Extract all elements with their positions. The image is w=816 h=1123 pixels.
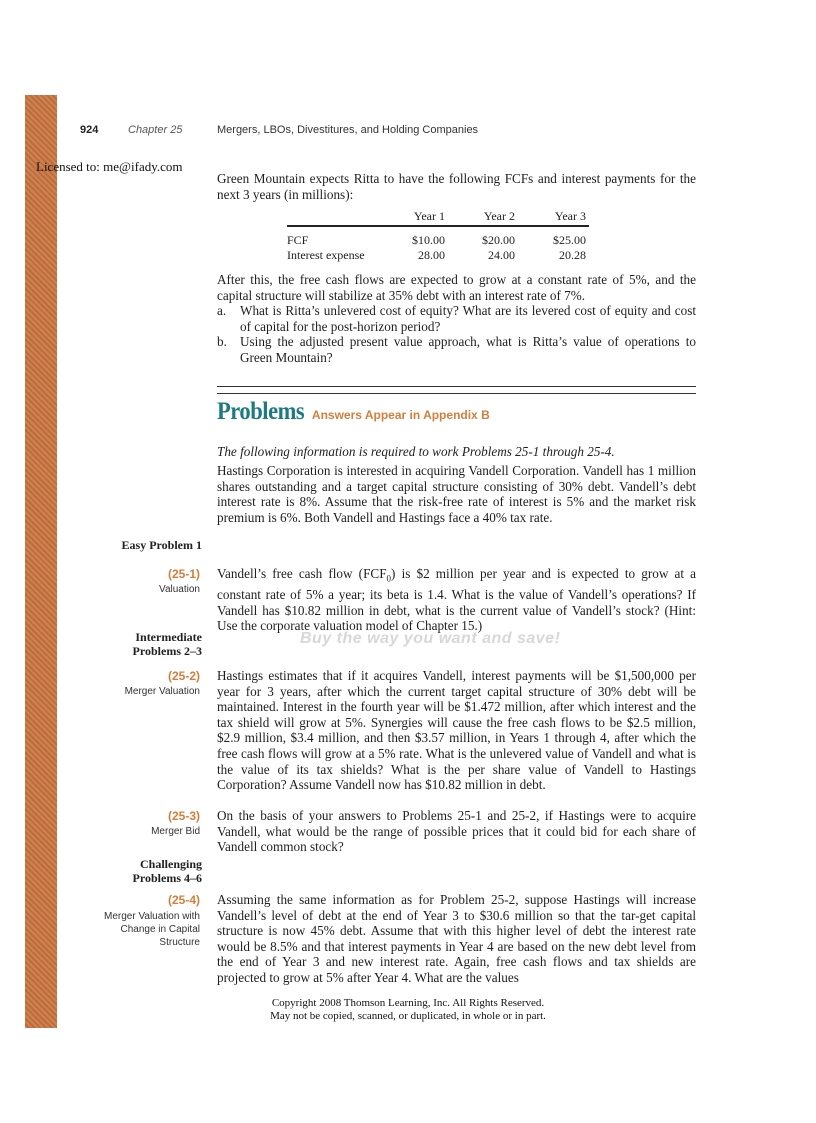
question-b [217, 334, 696, 365]
problem-label: Valuation [159, 584, 200, 595]
problem-text-part: Vandell’s free cash flow (FCF [217, 566, 387, 581]
problems-intro-paragraph: Hastings Corporation is interested in acquiring Vandell Corporation. Vandell has 1 million shares outstanding and a target capital structure consisting of 30% debt. Vandell’s debt interest rate is 8%. Assume that the risk-free rate of interest is 5% and the market risk premium is 6%. Both Vandell and Hastings face a 40% tax rate. [217, 463, 696, 525]
problem-label-line: Change in Capital [120, 924, 200, 935]
watermark-text: Buy the way you want and save! [300, 630, 561, 647]
decorative-sidebar-strip [25, 95, 57, 1028]
difficulty-line: Problems 2–3 [132, 644, 202, 658]
table-header-year3: Year 3 [554, 209, 586, 223]
problem-number: (25-3) [167, 809, 200, 823]
table-row [287, 248, 589, 263]
intro-paragraph: Green Mountain expects Ritta to have the following FCFs and interest payments for the next 3 years (in millions): [217, 171, 696, 202]
section-divider [217, 393, 696, 394]
table-cell: 24.00 [488, 248, 515, 262]
table-row-label: Interest expense [287, 248, 365, 262]
section-divider [217, 386, 696, 387]
license-notice: Licensed to: me@ifady.com [36, 159, 183, 174]
copyright-line: May not be copied, scanned, or duplicated, in whole or in part. [270, 1010, 546, 1022]
problem-label: Merger Bid [151, 826, 200, 837]
problems-title: Problems [217, 398, 305, 425]
table-header-row [287, 209, 589, 227]
question-marker: b. [217, 334, 227, 349]
problem-label: Merger Valuation [124, 686, 200, 697]
difficulty-line: Problems 4–6 [132, 871, 202, 885]
problem-text-part: ) is $2 million per year and is expected to grow at a constant rate of 5% a year; its beta is 1.4. What is the value of Vandell’s operations? If Vandell has $10.82 million in debt, what is the current value of Vandell’s stock? (Hint: Use the corporate valuation model of Chapter 15.) [217, 566, 697, 634]
problems-heading [217, 398, 490, 426]
problem-25-2-text: Hastings estimates that if it acquires Vandell, interest payments will be $1,500,000 per year for 3 years, after which the current target capital structure of 30% debt will be maintained. Interest in the fourth year will be $1.472 million, after which interest and the tax shield will grow at 5%. Synergies will cause the free cash flows to be $2.5 million, $2.9 million, $3.4 million, and then $3.57 million, in Years 1 through 4, after which the free cash flows will grow at a 5% rate. What is the unlevered value of Vandell and what is the value of its tax shields? What is the per share value of Vandell to Hastings Corporation? Assume Vandell now has $10.82 million in debt. [217, 668, 696, 793]
table-cell: 20.28 [559, 248, 586, 262]
copyright-line: Copyright 2008 Thomson Learning, Inc. All Rights Reserved. [271, 997, 545, 1009]
question-a [217, 303, 696, 334]
difficulty-intermediate [133, 630, 202, 658]
copyright-notice [216, 997, 600, 1023]
question-text: What is Ritta’s unlevered cost of equity? What are its levered cost of equity and cost of capital for the post-horizon period? [240, 303, 696, 334]
table-cell: $20.00 [482, 233, 515, 247]
problem-label-line: Structure [159, 937, 200, 948]
table-row-label: FCF [287, 233, 309, 247]
table-header-year2: Year 2 [483, 209, 515, 223]
problem-label [60, 910, 200, 949]
problem-number: (25-2) [167, 669, 200, 683]
problem-25-3-text: On the basis of your answers to Problems 25-1 and 25-2, if Hastings were to acquire Vandell, what would be the range of possible prices that it could bid for each share of Vandell common stock? [217, 808, 696, 855]
table-cell: $10.00 [412, 233, 445, 247]
question-text: Using the adjusted present value approach, what is Ritta’s value of operations to Green Mountain? [240, 334, 696, 365]
page-number: 924 [80, 124, 99, 136]
problems-subtitle: Answers Appear in Appendix B [311, 408, 490, 422]
table-cell: $25.00 [553, 233, 586, 247]
difficulty-easy: Easy Problem 1 [121, 538, 202, 552]
problem-25-1-text [217, 566, 696, 634]
problem-number: (25-1) [167, 567, 200, 581]
difficulty-line: Challenging [139, 857, 202, 871]
post-horizon-paragraph: After this, the free cash flows are expected to grow at a constant rate of 5%, and the capital structure will stabilize at 35% debt with an interest rate of 7%. [217, 272, 696, 303]
table-header-year1: Year 1 [413, 209, 445, 223]
question-marker: a. [217, 303, 227, 318]
table-row [287, 233, 589, 248]
problem-25-4-text: Assuming the same information as for Problem 25-2, suppose Hastings will increase Vandell’s level of debt at the end of Year 3 to $30.6 million so that the tar-get capital structure is now 45% debt. Assume that with this higher level of debt the interest rate would be 8.5% and that interest payments in Year 4 are based on the new debt level from the end of Year 3 and new interest rate. Again, free cash flows and tax shields are projected to grow at 5% after Year 4. What are the values [217, 892, 696, 985]
problem-text-subscript: 0 [386, 573, 392, 584]
difficulty-challenging [133, 857, 202, 885]
table-cell: 28.00 [418, 248, 445, 262]
problem-label-line: Merger Valuation with [104, 911, 200, 922]
cash-flow-table [287, 209, 589, 263]
difficulty-line: Intermediate [135, 630, 202, 644]
problem-number: (25-4) [167, 893, 200, 907]
chapter-label: Chapter 25 [128, 124, 183, 136]
chapter-title: Mergers, LBOs, Divestitures, and Holding Companies [217, 124, 479, 136]
problems-intro-italic: The following information is required to work Problems 25-1 through 25-4. [217, 444, 615, 459]
